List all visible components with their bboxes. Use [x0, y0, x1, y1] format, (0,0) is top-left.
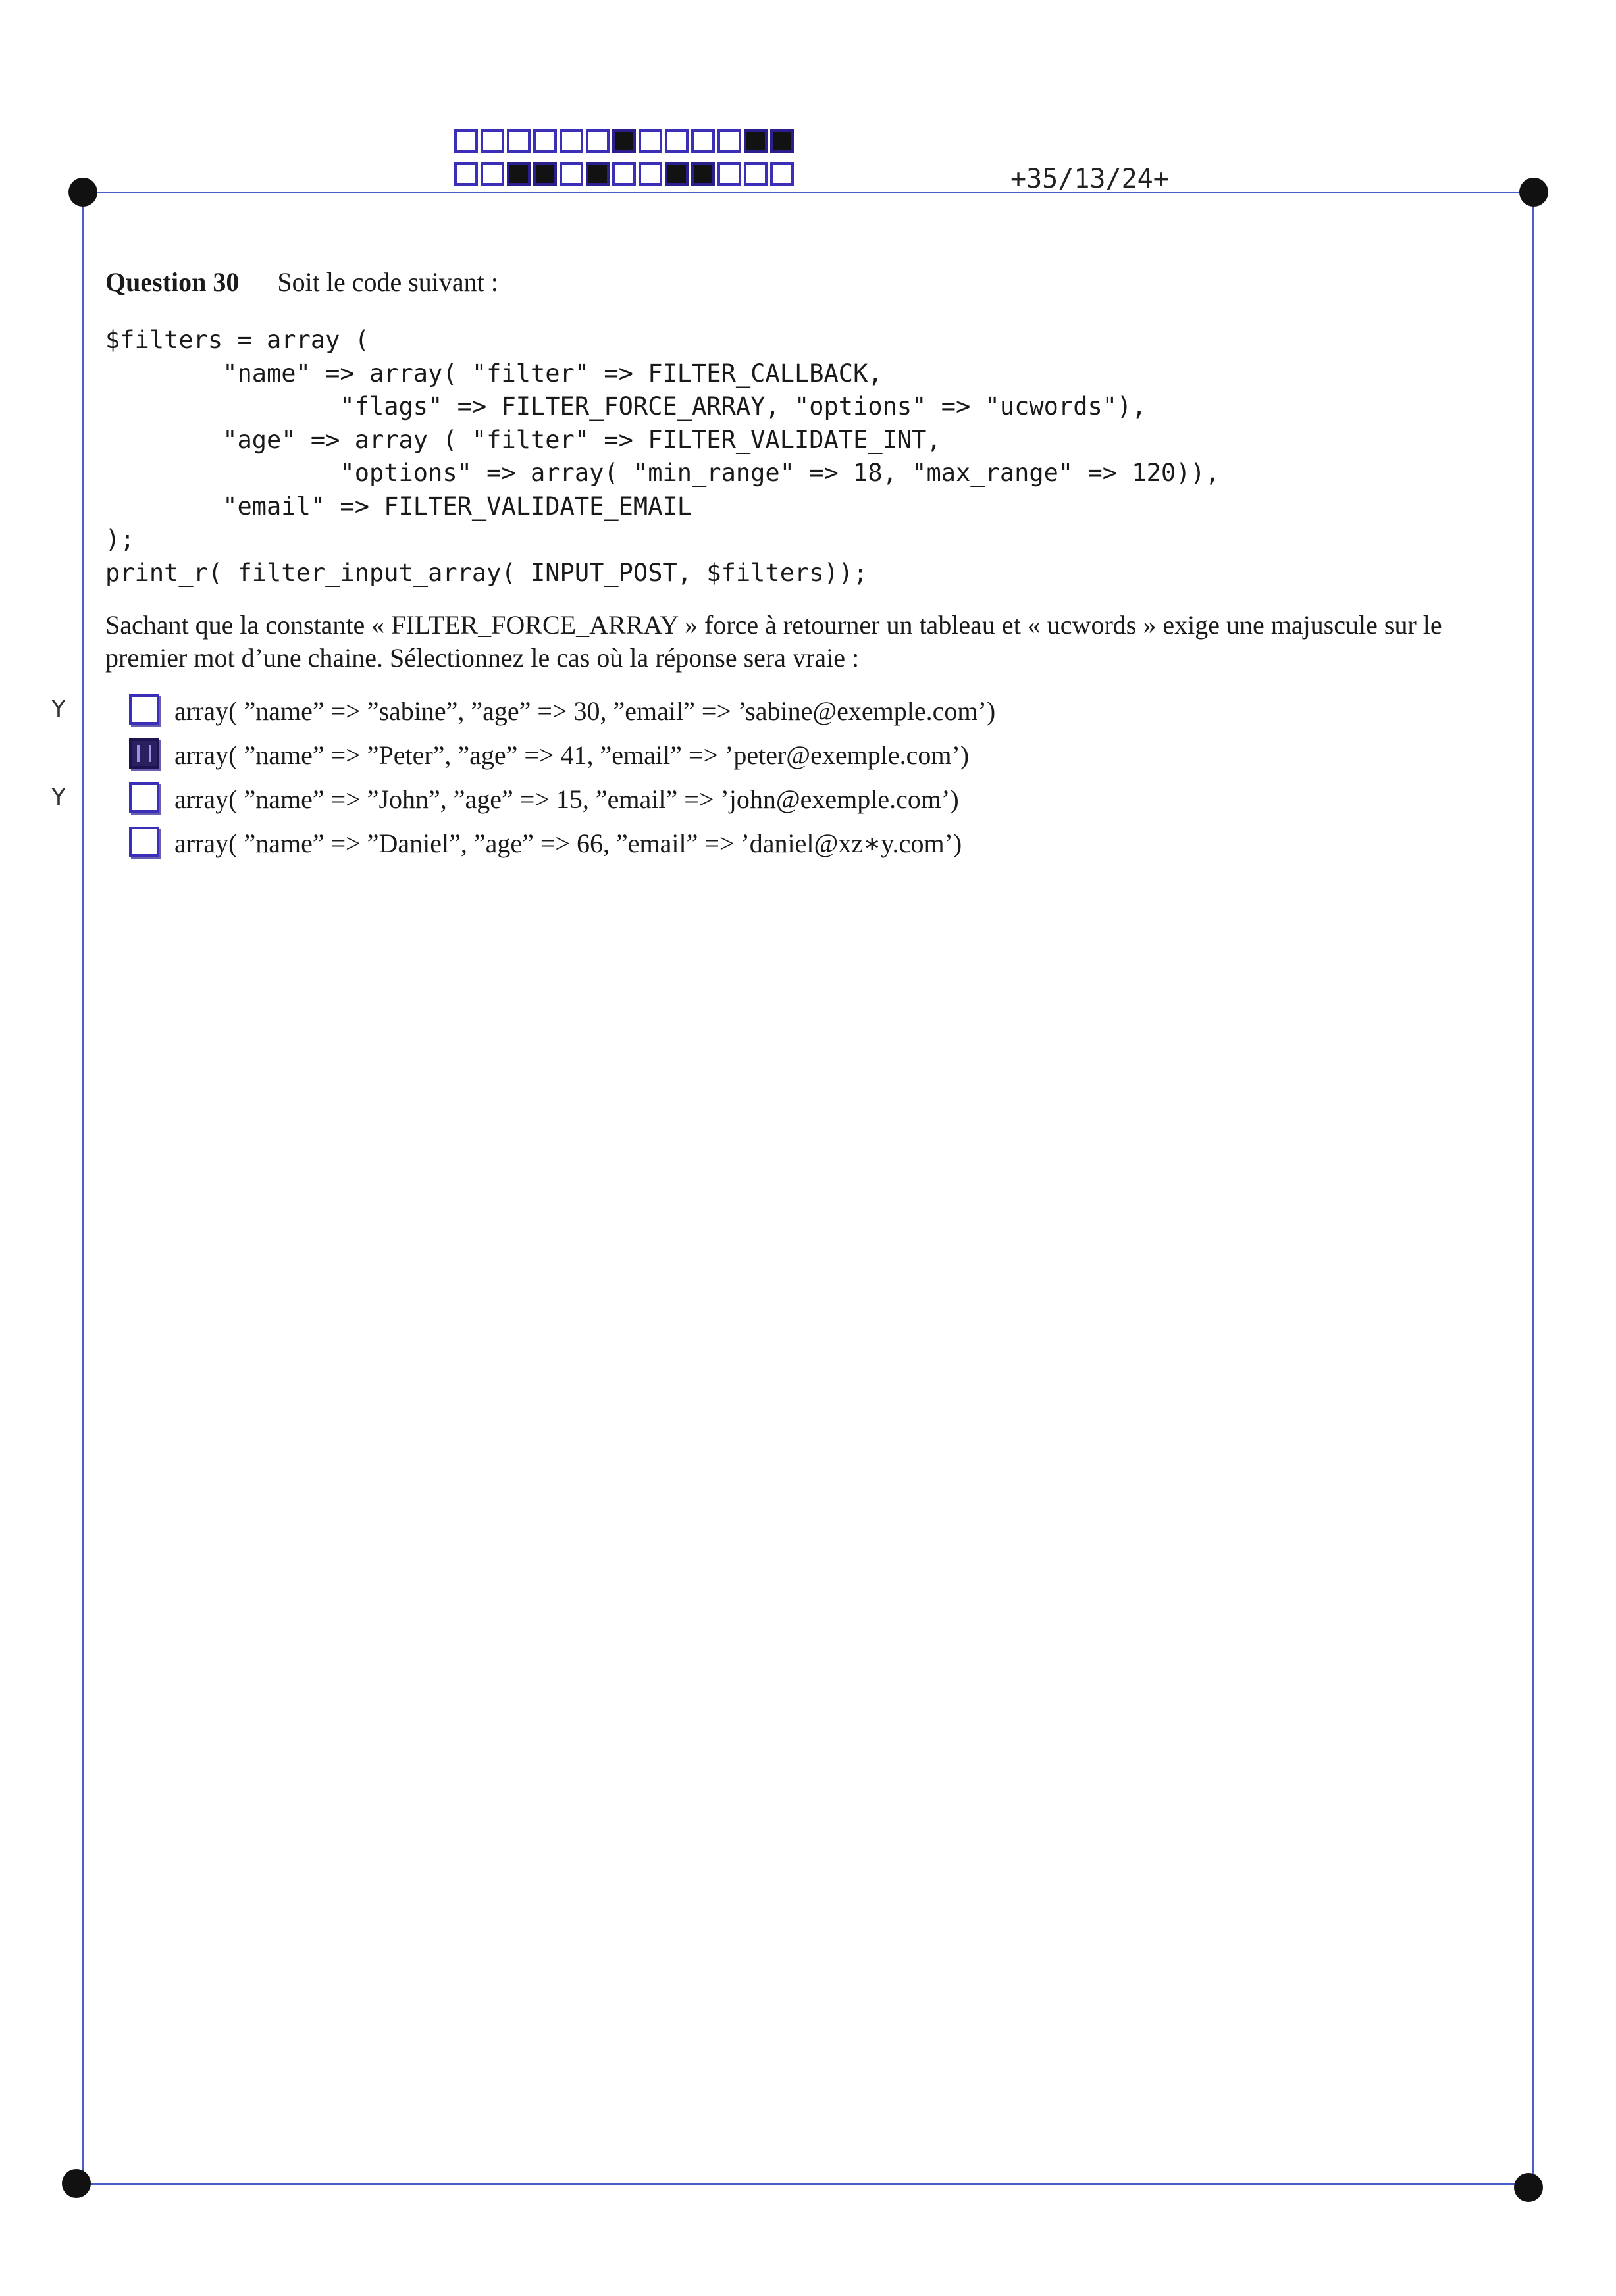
frame-right-line [1532, 192, 1534, 2189]
id-grid-cell [507, 162, 531, 186]
answer-option-3 [0, 782, 1616, 827]
margin-mark: Y [51, 696, 66, 723]
id-grid-cell [639, 129, 662, 153]
answer-option-2 [0, 738, 1616, 782]
id-grid-cell [507, 129, 531, 153]
answer-text: array( ”name” => ”sabine”, ”age” => 30, ”email” => ’sabine@exemple.com’) [174, 696, 996, 726]
corner-marker-bottom-left [62, 2169, 91, 2198]
answer-checkbox-1[interactable] [129, 694, 159, 725]
answer-text: array( ”name” => ”Daniel”, ”age” => 66, ”email” => ’daniel@xz∗y.com’) [174, 829, 962, 858]
id-grid-cell [612, 129, 636, 153]
corner-marker-top-left [68, 178, 97, 207]
question-header [105, 267, 498, 297]
question-explanation: Sachant que la constante « FILTER_FORCE_ARRAY » force à retourner un tableau et « ucwords » exige une majuscule sur le premier mot d’une chaine. Sélectionnez le cas où la réponse sera vraie : [105, 610, 1442, 673]
id-grid-cell [612, 162, 636, 186]
id-grid-cell [770, 162, 794, 186]
id-grid-cell [481, 162, 504, 186]
page-identifier: +35/13/24+ [1010, 164, 1169, 194]
id-grid-cell [533, 162, 557, 186]
id-grid-cell [533, 129, 557, 153]
corner-marker-bottom-right [1514, 2173, 1543, 2202]
question-intro: Soit le code suivant : [277, 267, 498, 297]
frame-top-line [82, 192, 1537, 193]
answer-text: array( ”name” => ”Peter”, ”age” => 41, ”email” => ’peter@exemple.com’) [174, 740, 970, 770]
id-grid-cell [691, 162, 715, 186]
frame-left-line [82, 192, 84, 2186]
id-grid-cell [665, 129, 689, 153]
id-grid-cell [454, 162, 478, 186]
id-grid-cell [665, 162, 689, 186]
answer-checkbox-2[interactable] [129, 738, 159, 769]
id-grid-cell [454, 129, 478, 153]
frame-bottom-line [76, 2183, 1534, 2185]
id-grid-cell [639, 162, 662, 186]
id-grid-cell [770, 129, 794, 153]
id-grid-cell [586, 162, 610, 186]
id-grid-cell [481, 129, 504, 153]
id-grid-cell [691, 129, 715, 153]
answer-text: array( ”name” => ”John”, ”age” => 15, ”email” => ’john@exemple.com’) [174, 784, 959, 814]
answer-option-1 [0, 694, 1616, 738]
id-grid-row-1 [454, 129, 796, 153]
answer-checkbox-4[interactable] [129, 827, 159, 857]
id-grid-cell [586, 129, 610, 153]
id-grid-cell [560, 162, 583, 186]
id-grid-cell [717, 129, 741, 153]
corner-marker-top-right [1519, 178, 1548, 207]
code-block: $filters = array ( "name" => array( "filter" => FILTER_CALLBACK, "flags" => FILTER_FORCE_ARRAY, "options" => "ucwords"), "age" => array ( "filter" => FILTER_VALIDATE_INT, "options" => array( "min_range" => 18, "max_range" => 120)), "email" => FILTER_VALIDATE_EMAIL ); print_r( filter_input_array( INPUT_POST, $filters)); [105, 326, 1220, 587]
id-grid-row-2 [454, 162, 796, 186]
answer-option-4 [0, 827, 1616, 871]
id-grid-cell [744, 129, 768, 153]
margin-mark: Y [51, 784, 66, 811]
question-number: Question 30 [105, 267, 240, 297]
id-grid-cell [744, 162, 768, 186]
id-grid-cell [560, 129, 583, 153]
id-grid-cell [717, 162, 741, 186]
answer-checkbox-3[interactable] [129, 782, 159, 813]
